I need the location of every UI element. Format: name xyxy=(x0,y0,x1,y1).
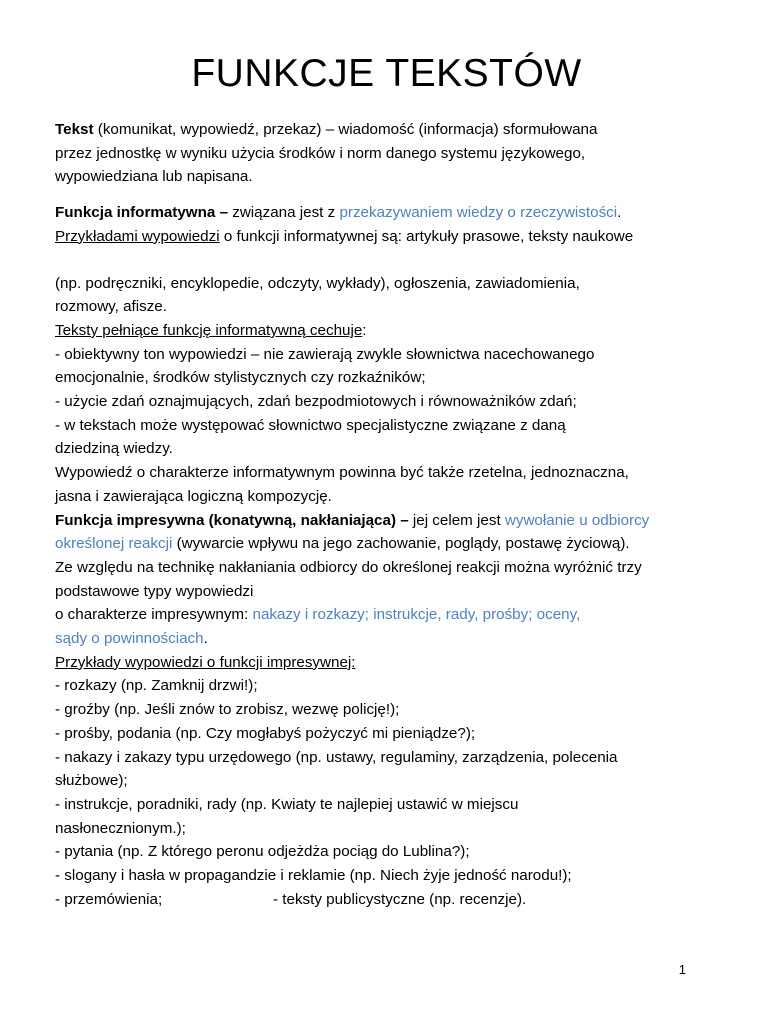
list-item: - obiektywny ton wypowiedzi – nie zawierają zwykle słownictwa nacechowanego xyxy=(55,345,595,363)
list-item: - w tekstach może występować słownictwo specjalistyczne związane z daną xyxy=(55,416,566,434)
impressive-examples-heading xyxy=(55,651,718,675)
informative-heading-line: Funkcja informatywna – związana jest z przekazywaniem wiedzy o rzeczywistości. xyxy=(55,204,622,222)
informative-heading: Funkcja informatywna – xyxy=(55,204,229,222)
informative-examples-line: Przykładami wypowiedzi o funkcji informatywnej są: artykuły prasowe, teksty naukowe xyxy=(55,227,634,245)
impressive-line-3: Ze względu na technikę nakłaniania odbiorcy do określonej reakcji można wyróżnić trzy xyxy=(55,558,642,576)
impressive-heading: Funkcja impresywna (konatywną, nakłaniająca) – xyxy=(55,511,409,529)
page-number: 1 xyxy=(678,962,686,977)
impressive-types-highlight-2: sądy o powinnościach xyxy=(55,630,204,648)
page-title: FUNKCJE TEKSTÓW xyxy=(191,52,582,95)
list-item: - groźby (np. Jeśli znów to zrobisz, wezwę policję!); xyxy=(55,701,400,719)
intro-line-1: Tekst (komunikat, wypowiedź, przekaz) – wiadomość (informacja) sformułowana xyxy=(55,121,598,138)
intro-term: Tekst xyxy=(55,121,94,138)
informative-traits-heading: Teksty pełniące funkcję informatywną cechuje: xyxy=(55,321,367,339)
list-item: - rozkazy (np. Zamknij drzwi!); xyxy=(55,677,258,695)
informative-summary-line: jasna i zawierająca logiczną kompozycję. xyxy=(55,487,332,505)
informative-examples-label: Przykładami wypowiedzi xyxy=(55,227,220,245)
intro-line-2: przez jednostkę w wyniku użycia środków i norm danego systemu językowego, xyxy=(55,144,586,162)
informative-examples-line-3: rozmowy, afisze. xyxy=(55,298,167,316)
impressive-highlight-2: określonej reakcji xyxy=(55,535,173,553)
list-item: - instrukcje, poradniki, rady (np. Kwiaty te najlepiej ustawić w miejscu xyxy=(55,795,519,813)
informative-examples-line-2: (np. podręczniki, encyklopedie, odczyty, wykłady), ogłoszenia, zawiadomienia, xyxy=(55,274,580,292)
impressive-examples-label: Przykłady wypowiedzi o funkcji impresywnej: xyxy=(55,653,356,671)
informative-summary-line: Wypowiedź o charakterze informatywnym powinna być także rzetelna, jednoznaczna, xyxy=(55,464,629,482)
document-body xyxy=(55,118,718,912)
list-item: służbowe); xyxy=(55,772,128,790)
list-item-last: - przemówienia; - teksty publicystyczne (np. recenzje). xyxy=(55,890,527,908)
list-item: - prośby, podania (np. Czy mogłabyś pożyczyć mi pieniądze?); xyxy=(55,724,476,742)
list-item: dziedziną wiedzy. xyxy=(55,440,173,458)
list-item: emocjonalnie, środków stylistycznych czy rozkaźników; xyxy=(55,369,426,387)
list-item: - użycie zdań oznajmujących, zdań bezpodmiotowych i równoważników zdań; xyxy=(55,393,577,411)
impressive-types-highlight: nakazy i rozkazy; instrukcje, rady, prośby; oceny, xyxy=(252,606,581,624)
impressive-heading-line: Funkcja impresywna (konatywną, nakłaniająca) – jej celem jest wywołanie u odbiorcy xyxy=(55,511,650,529)
intro-line-3: wypowiedziana lub napisana. xyxy=(55,168,253,186)
impressive-line-5: o charakterze impresywnym: nakazy i rozkazy; instrukcje, rady, prośby; oceny, xyxy=(55,606,581,624)
impressive-line-4: podstawowe typy wypowiedzi xyxy=(55,582,254,600)
informative-highlight: przekazywaniem wiedzy o rzeczywistości xyxy=(339,204,618,222)
list-item: - pytania (np. Z którego peronu odjeżdża pociąg do Lublina?); xyxy=(55,843,470,861)
list-item: nasłonecznionym.); xyxy=(55,819,186,837)
impressive-line-6: sądy o powinnościach. xyxy=(55,630,208,648)
informative-traits-label: Teksty pełniące funkcję informatywną cechuje xyxy=(55,321,363,339)
list-item: - slogany i hasła w propagandzie i reklamie (np. Niech żyje jedność narodu!); xyxy=(55,867,572,885)
list-item: - nakazy i zakazy typu urzędowego (np. ustawy, regulaminy, zarządzenia, polecenia xyxy=(55,748,618,766)
impressive-line-2: określonej reakcji (wywarcie wpływu na jego zachowanie, poglądy, postawę życiową). xyxy=(55,535,630,553)
impressive-highlight-1: wywołanie u odbiorcy xyxy=(504,511,650,529)
